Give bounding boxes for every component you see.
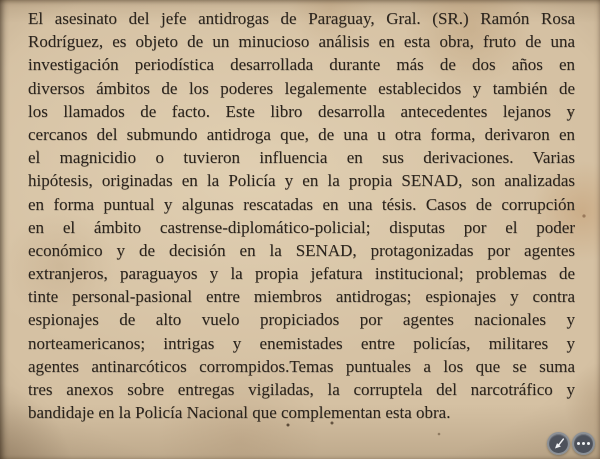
cursor-arrow-icon (552, 437, 565, 450)
ellipsis-icon (577, 442, 590, 445)
text-line: los llamados de facto. Este libro desarrolla antecedentes lejanos y (28, 101, 575, 121)
text-line: agentes antinarcóticos corrompidos.Temas puntuales a los que se suma (28, 356, 575, 376)
text-line: extranjeros, paraguayos y la propia jefatura institucional; problemas de (28, 264, 575, 284)
text-line: diversos ámbitos de los poderes legalemente establecidos y también de (28, 78, 575, 98)
text-line: Rodríguez, es objeto de un minucioso análisis en esta obra, fruto de una (28, 32, 575, 52)
text-line: espionajes de alto vuelo propiciados por agentes nacionales y (28, 310, 575, 330)
text-line: en el ámbito castrense-diplomático-policial; disputas por el poder (28, 217, 575, 237)
text-line: El asesinato del jefe antidrogas de Paraguay, Gral. (SR.) Ramón Rosa (28, 9, 575, 28)
reader-overlay-controls (547, 432, 595, 455)
text-line: económico y de decisión en la SENAD, protagonizadas por agentes (28, 240, 575, 260)
more-options-button[interactable] (572, 432, 595, 455)
text-line: hipótesis, originadas en la Policía y en la propia SENAD, son analizadas (28, 171, 575, 191)
text-line: el magnicidio o tuvieron influencia en sus derivaciones. Varias (28, 148, 575, 168)
text-line: norteamericanos; intrigas y enemistades entre policías, militares y (28, 333, 575, 353)
text-line: cercanos del submundo antidroga que, de una u otra forma, derivaron en (28, 124, 575, 144)
text-line: tinte personal-pasional entre miembros antidrogas; espionajes y contra (28, 287, 575, 307)
page-text (28, 7, 575, 424)
text-line: bandidaje en la Policía Nacional que complementan esta obra. (28, 403, 451, 423)
text-line: en forma puntual y algunas rescatadas en una tésis. Casos de corrupción (28, 194, 575, 214)
pointer-nav-button[interactable] (547, 432, 570, 455)
text-line: investigación periodística desarrollada durante más de dos años en (28, 55, 575, 75)
text-line: tres anexos sobre entregas vigiladas, la corruptela del narcotráfico y (28, 380, 575, 399)
